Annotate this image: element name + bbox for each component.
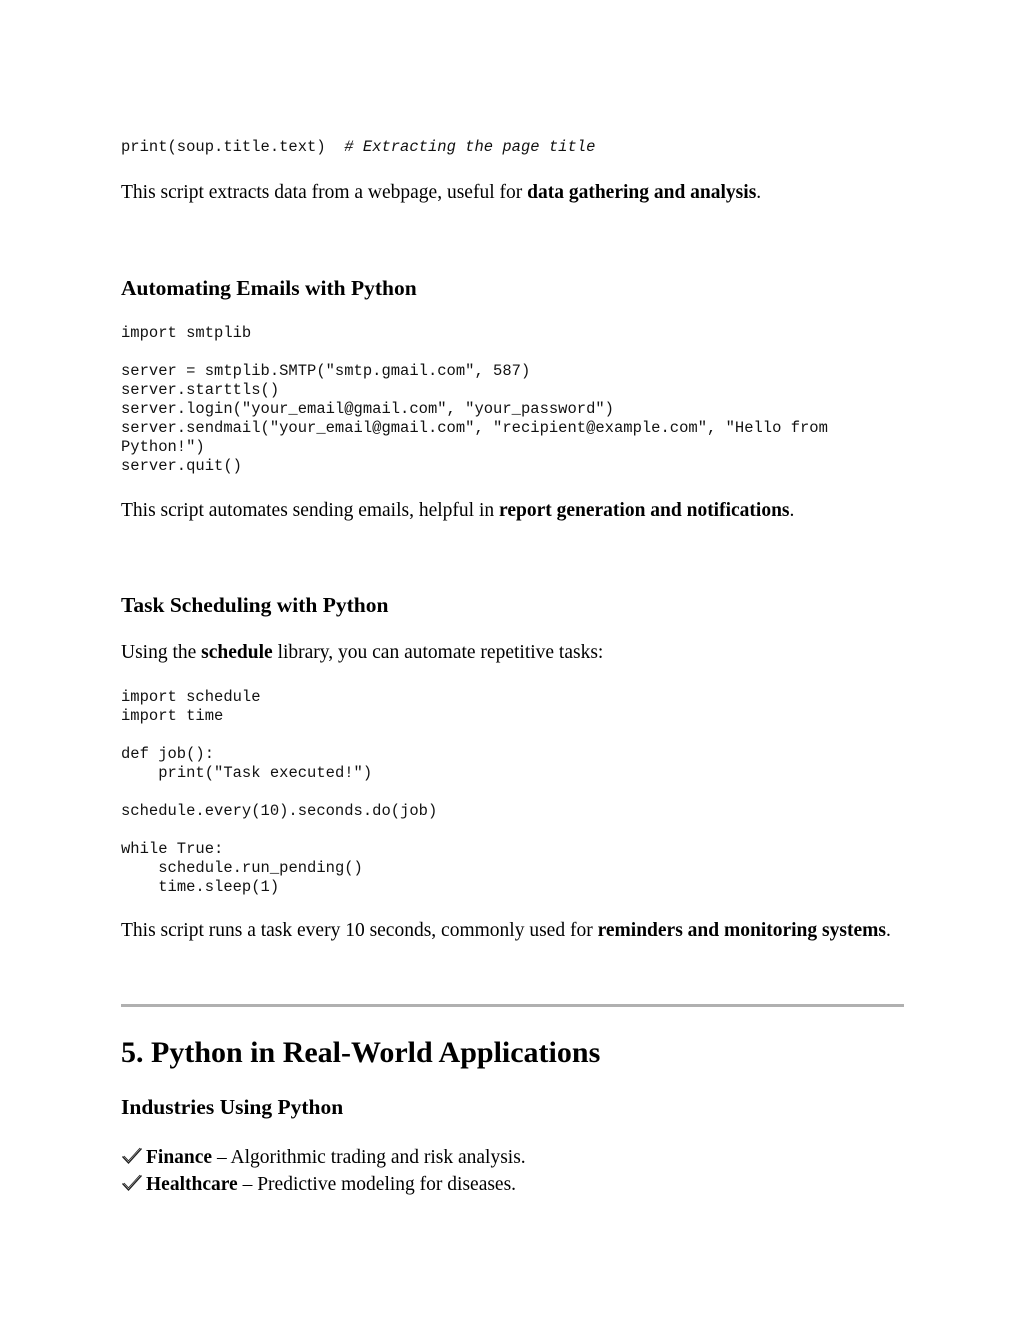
heading-task-scheduling: Task Scheduling with Python: [121, 593, 389, 617]
paragraph-text: Using the: [121, 642, 202, 663]
paragraph-suffix: .: [756, 182, 762, 203]
heading-section-5: 5. Python in Real-World Applications: [121, 1036, 601, 1069]
list-item-text: – Predictive modeling for diseases.: [237, 1174, 517, 1195]
list-item-bold: Finance: [146, 1147, 213, 1168]
paragraph-text: This script runs a task every 10 seconds, commonly used for: [121, 920, 598, 941]
list-item-text: – Algorithmic trading and risk analysis.: [212, 1147, 526, 1168]
paragraph-suffix: .: [789, 500, 795, 521]
paragraph-emails: [121, 499, 794, 523]
paragraph-bold: schedule: [201, 642, 273, 663]
list-item-finance: [121, 1146, 526, 1170]
paragraph-schedule: [121, 919, 904, 943]
paragraph-suffix: library, you can automate repetitive tasks:: [272, 642, 604, 663]
code-comment: # Extracting the page title: [344, 138, 596, 156]
check-mark-icon: [121, 1147, 143, 1165]
heading-industries: Industries Using Python: [121, 1095, 344, 1119]
paragraph-schedule-intro: [121, 641, 603, 665]
code-block-emails: import smtplib server = smtplib.SMTP("smtp.gmail.com", 587) server.starttls() server.login("your_email@gmail.com", "your_password") server.sendmail("your_email@gmail.com", "recipient@example.com", "Hello from Python!") server.quit(): [121, 324, 828, 475]
paragraph-bold: reminders and monitoring systems: [597, 920, 886, 941]
list-item-bold: Healthcare: [146, 1174, 238, 1195]
heading-automating-emails: Automating Emails with Python: [121, 276, 417, 300]
paragraph-suffix: .: [885, 920, 891, 941]
paragraph-scraping: [121, 181, 761, 205]
code-line: print(soup.title.text): [121, 138, 345, 156]
paragraph-text: This script extracts data from a webpage, useful for: [121, 182, 528, 203]
paragraph-bold: data gathering and analysis: [527, 182, 757, 203]
list-item-healthcare: [121, 1173, 516, 1197]
paragraph-text: This script automates sending emails, helpful in: [121, 500, 500, 521]
code-block-schedule: import schedule import time def job(): print("Task executed!") schedule.every(10).seconds.do(job) while True: schedule.run_pending() time.sleep(1): [121, 688, 438, 896]
code-block-title: [121, 138, 595, 157]
paragraph-bold: report generation and notifications: [499, 500, 790, 521]
check-mark-icon: [121, 1174, 143, 1192]
horizontal-rule: [121, 1004, 904, 1007]
